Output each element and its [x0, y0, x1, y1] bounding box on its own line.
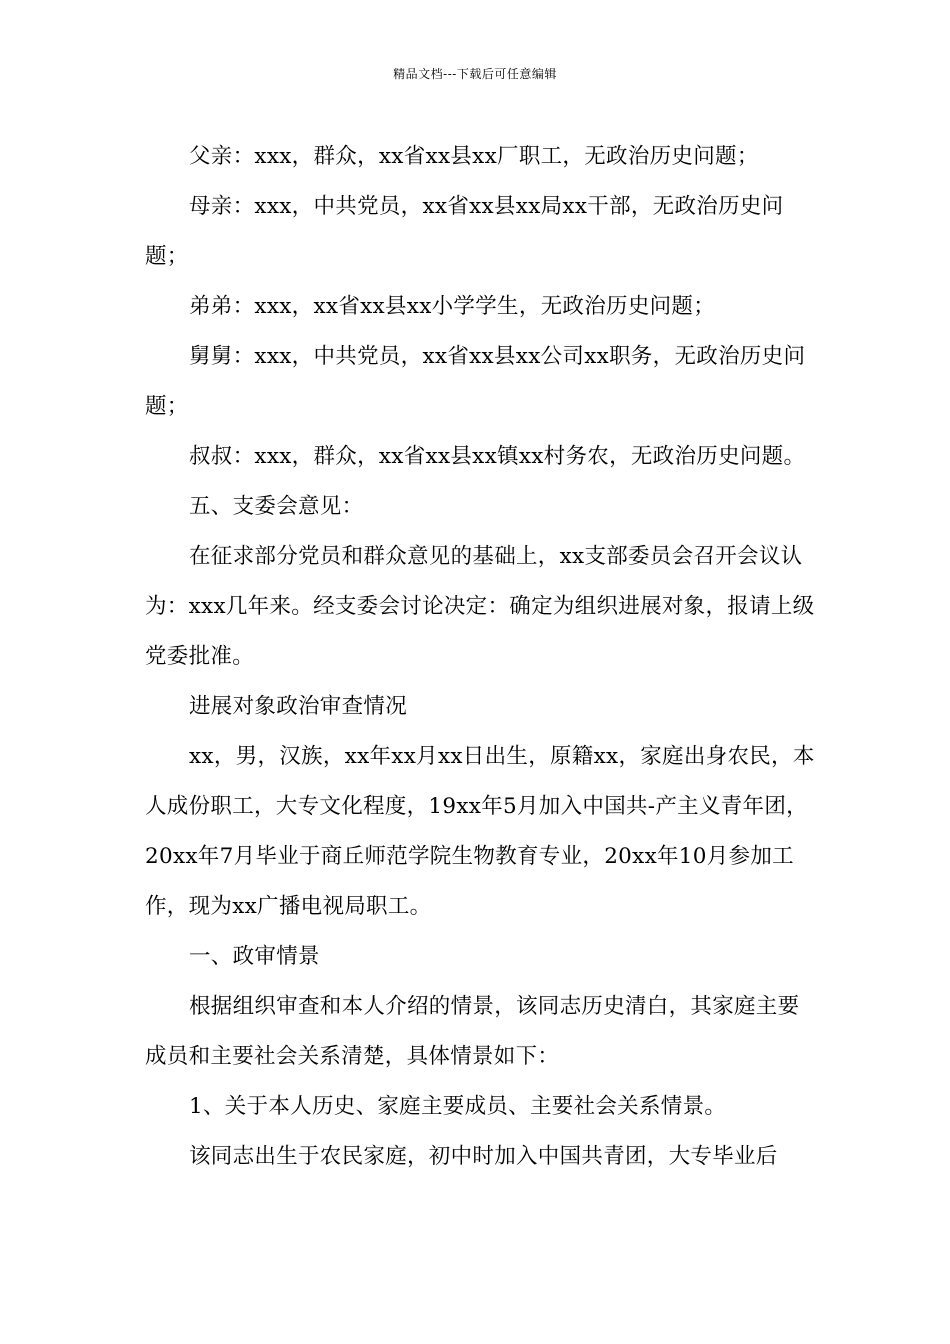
paragraph-uncle-maternal: 舅舅：xxx，中共党员，xx省xx县xx公司xx职务，无政治历史问题；	[145, 344, 806, 419]
document-body	[145, 132, 820, 1182]
paragraph-profile: xx，男，汉族，xx年xx月xx日出生，原籍xx，家庭出身农民，本人成份职工，大专文化程度，19xx年5月加入中国共-产主义青年团，20xx年7月毕业于商丘师范学院生物教育专业，20xx年10月参加工作，现为xx广播电视局职工。	[145, 744, 815, 919]
paragraph-uncle-paternal: 叔叔：xxx，群众，xx省xx县xx镇xx村务农，无政治历史问题。	[189, 444, 806, 469]
paragraph-father: 父亲：xxx，群众，xx省xx县xx厂职工，无政治历史问题；	[189, 144, 759, 169]
paragraph-younger-brother: 弟弟：xxx，xx省xx县xx小学学生，无政治历史问题；	[189, 294, 716, 319]
subsection-heading-history: 1、关于本人历史、家庭主要成员、主要社会关系情景。	[189, 1094, 727, 1119]
document-subtitle: 进展对象政治审查情况	[189, 694, 408, 719]
paragraph-history: 该同志出生于农民家庭，初中时加入中国共青团，大专毕业后	[189, 1144, 778, 1169]
section-heading-committee-opinion: 五、支委会意见：	[189, 494, 364, 519]
section-heading-review: 一、政审情景	[189, 944, 320, 969]
paragraph-committee-opinion: 在征求部分党员和群众意见的基础上，xx支部委员会召开会议认为：xxx几年来。经支委会讨论决定：确定为组织进展对象，报请上级党委批准。	[145, 544, 815, 669]
page-header: 精品文档---下载后可任意编辑	[393, 67, 557, 81]
paragraph-review: 根据组织审查和本人介绍的情景，该同志历史清白，其家庭主要成员和主要社会关系清楚，具体情景如下：	[145, 994, 800, 1069]
paragraph-mother: 母亲：xxx，中共党员，xx省xx县xx局xx干部，无政治历史问题；	[145, 194, 784, 269]
